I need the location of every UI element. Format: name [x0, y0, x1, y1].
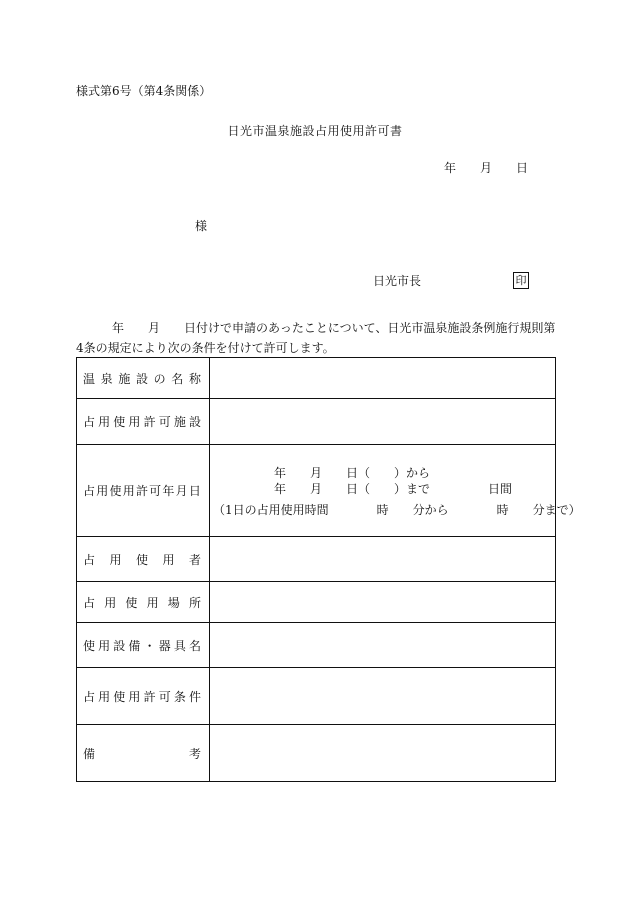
- table-row: [77, 537, 556, 582]
- field-remarks[interactable]: [210, 725, 556, 782]
- label-text: 占 用 使 用 場 所: [83, 595, 201, 610]
- document-title: 日光市温泉施設占用使用許可書: [227, 124, 403, 138]
- row-label-usage-location: [77, 582, 210, 623]
- field-equipment[interactable]: [210, 623, 556, 668]
- table-row: [77, 623, 556, 668]
- field-permitted-facility[interactable]: [210, 399, 556, 445]
- field-permit-period[interactable]: [210, 445, 581, 537]
- period-days: 日間: [488, 482, 513, 496]
- table-row: [77, 445, 556, 537]
- table-row: [77, 668, 556, 725]
- table-row: [77, 725, 556, 782]
- permit-statement-line-1: 年 月 日付けで申請のあったことについて、日光市温泉施設条例施行規則第: [112, 321, 556, 335]
- permit-statement: [76, 318, 566, 358]
- field-permit-conditions[interactable]: [210, 668, 556, 725]
- remarks-label-part-1: 備: [83, 746, 96, 761]
- field-facility-name[interactable]: [210, 358, 556, 399]
- remarks-label-part-2: 考: [188, 746, 201, 761]
- row-label-permit-conditions: [77, 668, 210, 725]
- row-label-equipment: [77, 623, 210, 668]
- form-number: 様式第6号（第4条関係）: [76, 84, 212, 98]
- issue-date: [444, 161, 528, 175]
- label-text: 占 用 使 用 許 可 施 設: [83, 415, 201, 429]
- label-text: 占 用 使 用 者: [83, 552, 201, 567]
- period-to: 年 月 日（ ）まで: [274, 482, 431, 496]
- date-year-label: 年: [444, 161, 457, 175]
- table-row: [77, 582, 556, 623]
- issuer-name: 日光市長: [373, 274, 422, 288]
- permit-form-table: [76, 357, 581, 782]
- date-day-label: 日: [516, 161, 529, 175]
- row-label-facility-name: [77, 358, 210, 399]
- row-label-remarks: [77, 725, 210, 782]
- permit-statement-line-2: 4条の規定により次の条件を付けて許可します。: [76, 341, 335, 355]
- label-text: 使 用 設 備 ・ 器 具 名: [83, 638, 201, 653]
- row-label-occupant: [77, 537, 210, 582]
- addressee-honorific: 様: [195, 219, 208, 233]
- seal-mark: 印: [513, 272, 529, 289]
- date-month-label: 月: [480, 161, 493, 175]
- period-from: 年 月 日（ ）から: [274, 466, 431, 480]
- row-label-permitted-facility: [77, 399, 210, 445]
- row-label-permit-date: [77, 445, 210, 537]
- field-usage-location[interactable]: [210, 582, 556, 623]
- label-text: 温 泉 施 設 の 名 称: [83, 371, 201, 386]
- label-text: 占 用 使 用 許 可 条 件: [83, 689, 201, 704]
- label-text: 占 用 使 用 許 可 年 月 日: [83, 484, 201, 498]
- field-occupant[interactable]: [210, 537, 556, 582]
- table-row: [77, 358, 556, 399]
- daily-usage-hours: （1日の占用使用時間 時 分から 時 分まで）: [213, 503, 581, 517]
- table-row: [77, 399, 556, 445]
